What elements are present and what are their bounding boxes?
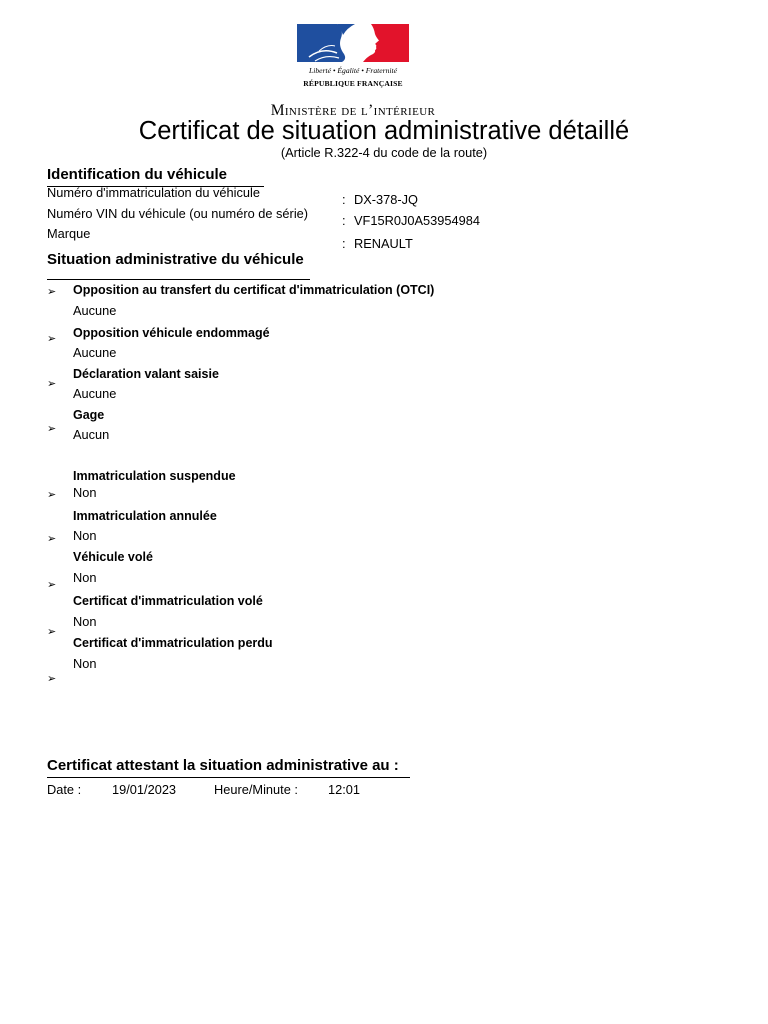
vin-label: Numéro VIN du véhicule (ou numéro de série) [47, 206, 309, 221]
document-subtitle: (Article R.322-4 du code de la route) [280, 145, 488, 160]
situation-underline [47, 279, 310, 280]
attestation-heading: Certificat attestant la situation administrative au : [47, 757, 399, 774]
identification-heading: Identification du véhicule [47, 166, 228, 183]
item-value-damaged-vehicle: Aucune [73, 345, 117, 360]
arrow-bullet-icon: ➢ [47, 578, 57, 591]
document-title: Certificat de situation administrative détaillé [138, 117, 630, 145]
time-value: 12:01 [328, 782, 361, 797]
item-value-pledge: Aucun [73, 427, 110, 442]
attestation-underline [47, 777, 410, 778]
arrow-bullet-icon: ➢ [47, 672, 57, 685]
arrow-bullet-icon: ➢ [47, 488, 57, 501]
item-title-seizure: Déclaration valant saisie [73, 367, 219, 381]
arrow-bullet-icon: ➢ [47, 285, 57, 298]
item-title-lost-certificate: Certificat d'immatriculation perdu [73, 636, 273, 650]
arrow-bullet-icon: ➢ [47, 532, 57, 545]
item-title-suspended: Immatriculation suspendue [73, 469, 236, 483]
brand-label: Marque [47, 226, 91, 241]
item-value-otci: Aucune [73, 303, 117, 318]
date-value: 19/01/2023 [112, 782, 177, 797]
separator-colon: : [342, 192, 346, 207]
ministry-name: Ministère de l’intérieur [270, 102, 436, 119]
item-value-lost-certificate: Non [73, 656, 97, 671]
arrow-bullet-icon: ➢ [47, 332, 57, 345]
item-title-damaged-vehicle: Opposition véhicule endommagé [73, 326, 270, 340]
flag-blue-field [297, 24, 345, 62]
brand-value: RENAULT [354, 236, 413, 251]
registration-number-label: Numéro d'immatriculation du véhicule [47, 185, 260, 200]
vin-value: VF15R0J0A53954984 [354, 213, 480, 228]
time-label: Heure/Minute : [214, 782, 298, 797]
arrow-bullet-icon: ➢ [47, 377, 57, 390]
marianne-flag-icon [297, 24, 409, 62]
item-value-suspended: Non [73, 485, 97, 500]
situation-heading: Situation administrative du véhicule [47, 251, 304, 268]
registration-number-value: DX-378-JQ [354, 192, 419, 207]
arrow-bullet-icon: ➢ [47, 625, 57, 638]
item-value-cancelled: Non [73, 528, 97, 543]
date-label: Date : [47, 782, 82, 797]
item-title-stolen-certificate: Certificat d'immatriculation volé [73, 594, 263, 608]
item-title-otci: Opposition au transfert du certificat d'immatriculation (OTCI) [73, 283, 435, 297]
item-title-pledge: Gage [73, 408, 105, 422]
logo-republic-label: RÉPUBLIQUE FRANÇAISE [303, 79, 403, 88]
item-title-cancelled: Immatriculation annulée [73, 509, 217, 523]
item-value-seizure: Aucune [73, 386, 117, 401]
separator-colon: : [342, 213, 346, 228]
marianne-logo [297, 24, 409, 88]
separator-colon: : [342, 236, 346, 251]
arrow-bullet-icon: ➢ [47, 422, 57, 435]
item-value-stolen-certificate: Non [73, 614, 97, 629]
item-value-stolen-vehicle: Non [73, 570, 97, 585]
item-title-stolen-vehicle: Véhicule volé [73, 550, 153, 564]
logo-motto: Liberté • Égalité • Fraternité [309, 66, 397, 75]
